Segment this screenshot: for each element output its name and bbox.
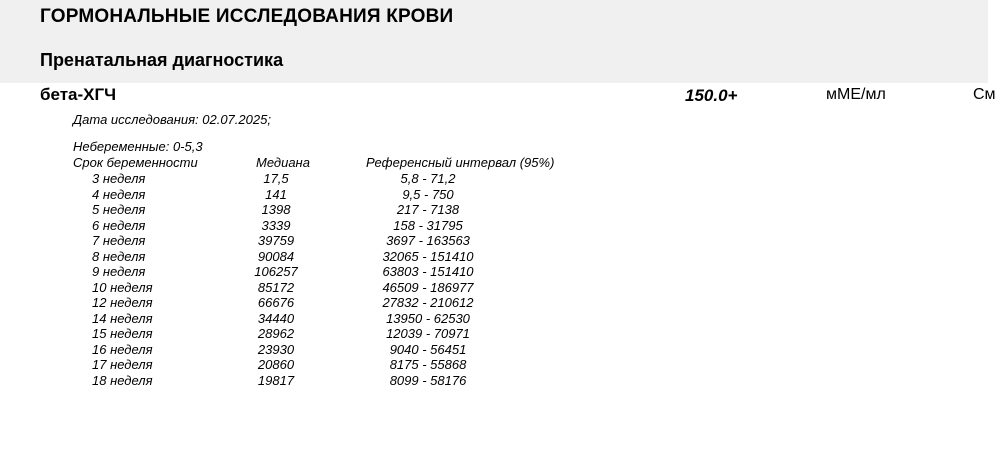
median-cell: 20860 <box>257 357 295 372</box>
week-cell: 8 неделя <box>92 248 146 264</box>
table-row <box>0 373 700 389</box>
week-cell: 18 неделя <box>92 372 153 388</box>
median-cell: 19817 <box>257 372 295 388</box>
median-cell: 17,5 <box>263 171 289 186</box>
range-cell: 217 - 7138 <box>396 202 460 217</box>
range-cell: 8175 - 55868 <box>389 357 467 372</box>
range-cell: 9,5 - 750 <box>402 186 454 202</box>
table-row <box>0 357 700 373</box>
page-title: ГОРМОНАЛЬНЫЕ ИССЛЕДОВАНИЯ КРОВИ <box>40 6 454 27</box>
range-cell: 46509 - 186977 <box>382 279 474 295</box>
reference-table <box>0 171 700 388</box>
table-row <box>0 342 700 358</box>
test-result: 150.0+ <box>685 86 738 105</box>
median-cell: 106257 <box>254 264 298 279</box>
right-edge-strip <box>988 0 1000 463</box>
median-cell: 23930 <box>257 341 295 357</box>
week-cell: 3 неделя <box>92 171 146 186</box>
week-cell: 4 неделя <box>92 186 146 202</box>
range-cell: 8099 - 58176 <box>389 372 467 388</box>
test-unit: мМЕ/мл <box>826 86 886 103</box>
median-cell: 85172 <box>257 279 295 295</box>
table-row <box>0 311 700 327</box>
range-cell: 63803 - 151410 <box>382 264 474 279</box>
week-cell: 9 неделя <box>92 264 146 279</box>
week-cell: 7 неделя <box>92 233 146 248</box>
week-cell: 16 неделя <box>92 341 153 357</box>
column-header-range: Референсный интервал (95%) <box>366 155 555 170</box>
week-cell: 5 неделя <box>92 202 146 217</box>
column-header-median: Медиана <box>256 155 310 170</box>
range-cell: 5,8 - 71,2 <box>400 171 456 186</box>
week-cell: 15 неделя <box>92 326 153 341</box>
table-row <box>0 218 700 234</box>
range-cell: 27832 - 210612 <box>382 295 474 310</box>
test-reference-note: См <box>973 86 996 103</box>
table-row <box>0 280 700 296</box>
median-cell: 34440 <box>257 310 295 326</box>
week-cell: 12 неделя <box>92 295 153 310</box>
week-cell: 10 неделя <box>92 279 153 295</box>
non-pregnant-range: Небеременные: 0-5,3 <box>73 139 203 154</box>
table-row <box>0 233 700 249</box>
study-date: Дата исследования: 02.07.2025; <box>73 112 271 127</box>
range-cell: 3697 - 163563 <box>386 233 470 248</box>
range-cell: 9040 - 56451 <box>389 341 467 357</box>
table-row <box>0 264 700 280</box>
median-cell: 28962 <box>257 326 295 341</box>
table-row <box>0 171 700 187</box>
week-cell: 6 неделя <box>92 217 146 233</box>
median-cell: 66676 <box>257 295 295 310</box>
median-cell: 3339 <box>261 217 291 233</box>
week-cell: 17 неделя <box>92 357 153 372</box>
table-row <box>0 187 700 203</box>
median-cell: 90084 <box>257 248 295 264</box>
median-cell: 141 <box>265 186 287 202</box>
median-cell: 39759 <box>257 233 295 248</box>
table-row <box>0 295 700 311</box>
table-row <box>0 202 700 218</box>
range-cell: 13950 - 62530 <box>386 310 470 326</box>
range-cell: 158 - 31795 <box>393 217 463 233</box>
range-cell: 12039 - 70971 <box>386 326 470 341</box>
table-row <box>0 326 700 342</box>
section-title: Пренатальная диагностика <box>40 50 284 70</box>
median-cell: 1398 <box>261 202 291 217</box>
week-cell: 14 неделя <box>92 310 153 326</box>
column-header-week: Срок беременности <box>73 155 198 170</box>
table-row <box>0 249 700 265</box>
range-cell: 32065 - 151410 <box>382 248 474 264</box>
test-name: бета-ХГЧ <box>40 85 117 104</box>
